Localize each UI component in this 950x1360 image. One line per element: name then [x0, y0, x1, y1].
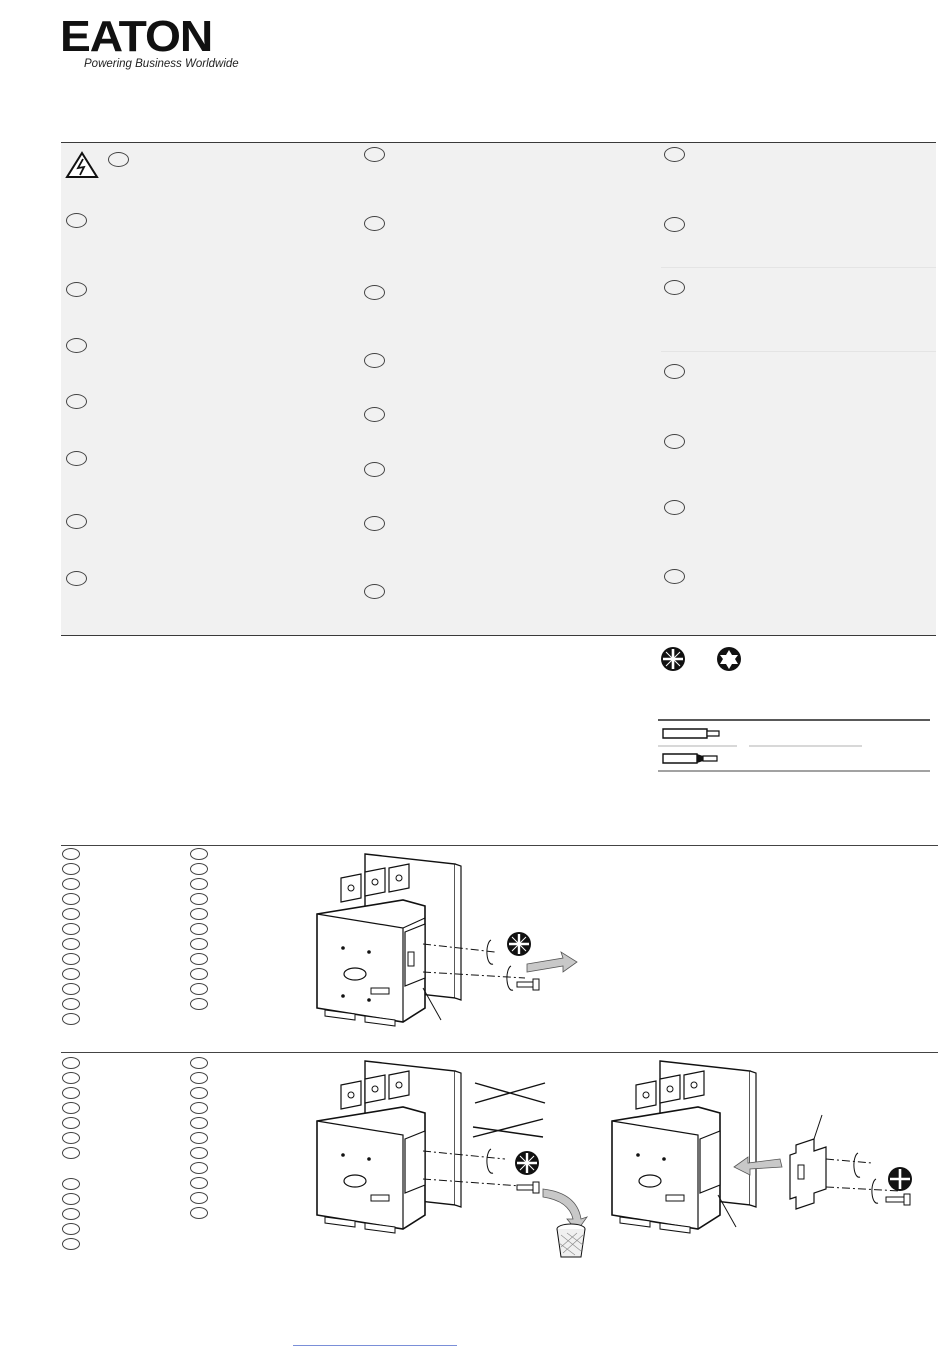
language-badge	[62, 1223, 80, 1235]
contactor-removal-illustration	[305, 848, 595, 1038]
language-badge	[66, 514, 87, 529]
mount-part-illustration	[600, 1055, 940, 1255]
language-badge	[190, 983, 208, 995]
language-badge	[364, 353, 385, 368]
language-badge	[664, 500, 685, 515]
language-notes-panel	[61, 142, 936, 636]
language-badge	[364, 462, 385, 477]
language-badge	[66, 394, 87, 409]
language-badge	[664, 217, 685, 232]
language-badge	[62, 893, 80, 905]
language-badge	[190, 863, 208, 875]
language-badge	[190, 893, 208, 905]
language-badge	[190, 1192, 208, 1204]
language-badge	[66, 451, 87, 466]
pozidriv-bit-icon	[661, 647, 685, 671]
pozidriv-bit-icon	[507, 932, 531, 956]
language-badge	[364, 516, 385, 531]
brand-tagline: Powering Business Worldwide	[84, 58, 239, 70]
language-badge	[664, 569, 685, 584]
panel-divider	[661, 267, 936, 268]
language-badge	[190, 953, 208, 965]
language-badge	[664, 280, 685, 295]
pozidriv-bit-icon	[515, 1151, 539, 1175]
language-badge	[190, 1072, 208, 1084]
language-badge	[364, 216, 385, 231]
language-badge	[62, 863, 80, 875]
remove-direction-arrow	[527, 952, 577, 972]
language-badge	[66, 282, 87, 297]
language-badge	[364, 584, 385, 599]
language-badge	[62, 1147, 80, 1159]
language-badge	[664, 364, 685, 379]
language-badge	[190, 998, 208, 1010]
tool-legend	[655, 644, 935, 774]
language-badge	[364, 147, 385, 162]
panel-divider	[661, 351, 936, 352]
language-badge	[190, 1102, 208, 1114]
language-badge	[62, 1117, 80, 1129]
language-badge	[364, 285, 385, 300]
crosshead-screwdriver-icon	[888, 1167, 912, 1191]
language-badge	[190, 1117, 208, 1129]
language-badge	[190, 1087, 208, 1099]
language-badge	[62, 878, 80, 890]
language-badge	[62, 1072, 80, 1084]
language-badge	[62, 923, 80, 935]
language-badge	[190, 923, 208, 935]
language-badge	[664, 434, 685, 449]
language-badge	[62, 1057, 80, 1069]
footer-link-underline	[293, 1345, 457, 1346]
language-badge	[62, 968, 80, 980]
language-badge	[62, 848, 80, 860]
language-badge	[190, 1177, 208, 1189]
language-badge	[62, 1238, 80, 1250]
language-badge	[190, 1207, 208, 1219]
language-badge	[108, 152, 129, 167]
language-badge	[62, 938, 80, 950]
language-badge	[66, 571, 87, 586]
language-badge	[62, 1193, 80, 1205]
section-rule	[61, 1052, 938, 1053]
language-badge	[190, 1057, 208, 1069]
language-badge	[62, 1132, 80, 1144]
language-badge	[62, 1178, 80, 1190]
language-badge	[190, 878, 208, 890]
language-badge	[62, 983, 80, 995]
language-badge	[190, 1162, 208, 1174]
language-badge	[62, 908, 80, 920]
language-badge	[664, 147, 685, 162]
language-badge	[190, 1132, 208, 1144]
ferrule-conductor-icon	[663, 754, 717, 763]
torx-bit-icon	[717, 647, 741, 671]
high-voltage-warning-icon	[65, 151, 99, 179]
language-badge	[62, 998, 80, 1010]
language-badge	[190, 968, 208, 980]
language-badge	[190, 938, 208, 950]
language-badge	[62, 1087, 80, 1099]
language-badge	[62, 953, 80, 965]
language-badge	[364, 407, 385, 422]
language-badge	[62, 1208, 80, 1220]
solid-conductor-icon	[663, 729, 719, 738]
language-badge	[66, 213, 87, 228]
language-badge	[190, 908, 208, 920]
language-badge	[62, 1102, 80, 1114]
discard-screw-illustration	[305, 1055, 605, 1265]
section-rule	[61, 845, 938, 846]
language-badge	[190, 1147, 208, 1159]
brand-logo: EATON	[60, 12, 213, 61]
waste-bin-icon	[557, 1224, 585, 1257]
language-badge	[66, 338, 87, 353]
language-badge	[190, 848, 208, 860]
language-badge	[62, 1013, 80, 1025]
